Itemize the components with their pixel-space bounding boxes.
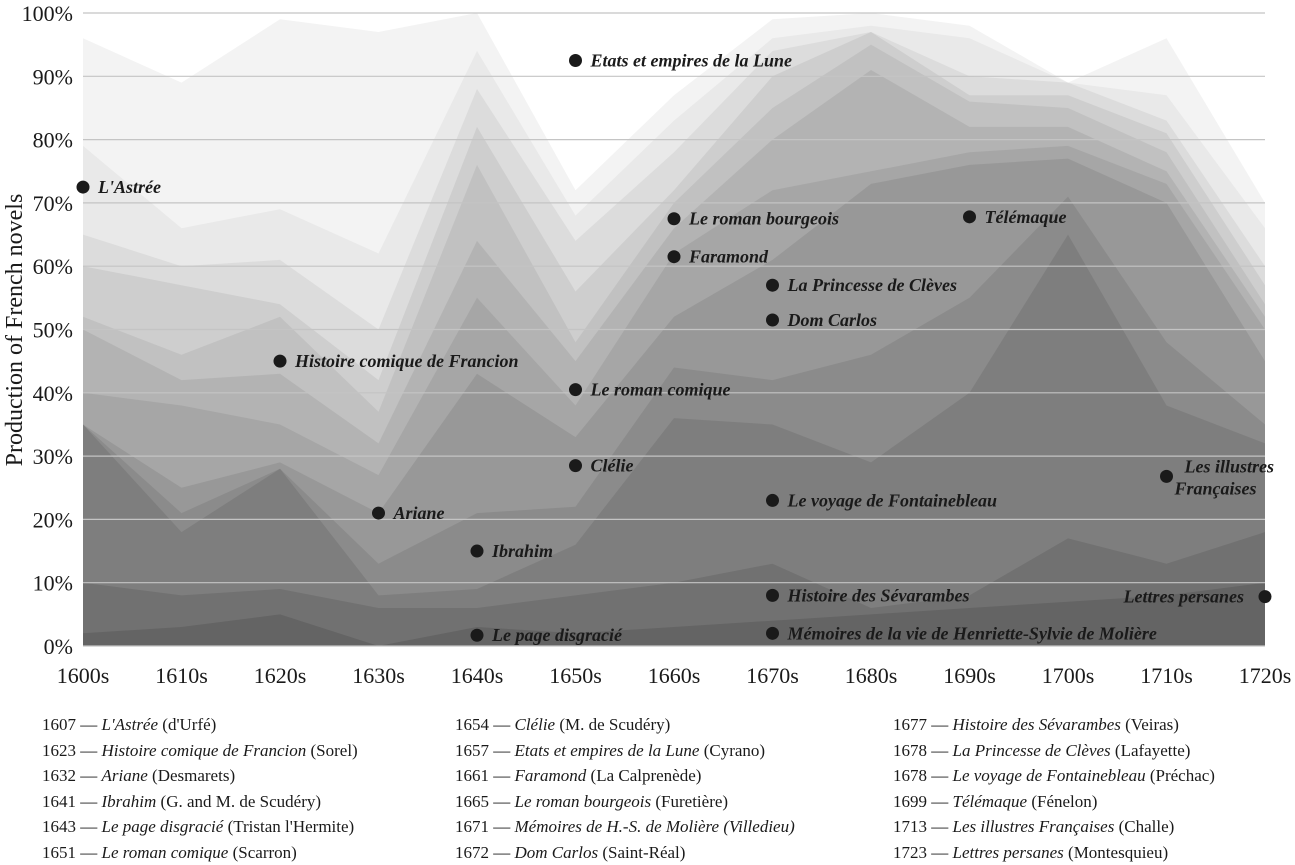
annotation-label: Histoire des Sévarambes: [787, 585, 970, 605]
annotation-label: Faramond: [688, 247, 769, 267]
annotation-marker: [471, 545, 484, 558]
annotation-label: Mémoires de la vie de Henriette-Sylvie de Molière: [787, 623, 1157, 643]
annotation-marker: [766, 314, 779, 327]
legend-item: 1723 — Lettres persanes (Montesquieu): [893, 840, 1215, 865]
annotation-label: Clélie: [591, 456, 634, 476]
legend-item: 1678 — La Princesse de Clèves (Lafayette): [893, 738, 1215, 764]
legend-column-3: [893, 712, 1215, 865]
y-tick-label: 100%: [22, 1, 73, 26]
x-axis-ticks: [57, 663, 1292, 688]
annotation-marker: [569, 383, 582, 396]
annotation-label: L'Astrée: [97, 177, 161, 197]
y-tick-label: 0%: [44, 634, 73, 659]
legend-item: 1607 — L'Astrée (d'Urfé): [42, 712, 358, 738]
annotation-marker: [471, 629, 484, 642]
annotation-marker: [766, 494, 779, 507]
y-tick-label: 20%: [33, 507, 73, 532]
legend-item: 1677 — Histoire des Sévarambes (Veiras): [893, 712, 1215, 738]
annotation-label: Lettres persanes: [1123, 587, 1245, 607]
annotation-marker: [766, 279, 779, 292]
annotation-label: La Princesse de Clèves: [787, 275, 957, 295]
legend-item: 1678 — Le voyage de Fontainebleau (Préchac): [893, 763, 1215, 789]
x-tick-label: 1660s: [648, 663, 701, 688]
annotation-label: Les illustres Françaises: [1174, 456, 1275, 498]
annotation-label: Télémaque: [985, 207, 1067, 227]
legend-column-2: [455, 712, 795, 865]
annotation-marker: [963, 210, 976, 223]
legend-item: 1699 — Télémaque (Fénelon): [893, 789, 1215, 815]
legend-column-1: [42, 712, 358, 865]
annotation-label: Dom Carlos: [787, 310, 878, 330]
annotation-marker: [77, 181, 90, 194]
y-tick-label: 50%: [33, 318, 73, 343]
annotation-label: Etats et empires de la Lune: [590, 50, 793, 70]
annotation-label: Ibrahim: [491, 541, 553, 561]
legend-item: 1623 — Histoire comique de Francion (Sorel): [42, 738, 358, 764]
legend-item: 1643 — Le page disgracié (Tristan l'Hermite): [42, 814, 358, 840]
legend-item: 1657 — Etats et empires de la Lune (Cyrano): [455, 738, 795, 764]
annotation-marker: [569, 54, 582, 67]
legend-item: 1671 — Mémoires de H.-S. de Molière (Villedieu): [455, 814, 795, 840]
x-tick-label: 1600s: [57, 663, 110, 688]
x-tick-label: 1700s: [1042, 663, 1095, 688]
annotation-marker: [668, 212, 681, 225]
x-tick-label: 1670s: [746, 663, 799, 688]
annotation-marker: [1259, 590, 1272, 603]
annotation-label: Le page disgracié: [491, 625, 623, 645]
legend-item: 1641 — Ibrahim (G. and M. de Scudéry): [42, 789, 358, 815]
x-tick-label: 1610s: [155, 663, 208, 688]
x-tick-label: 1630s: [352, 663, 405, 688]
legend-item: 1672 — Dom Carlos (Saint-Réal): [455, 840, 795, 865]
x-tick-label: 1650s: [549, 663, 602, 688]
annotation-label: Le roman comique: [590, 380, 731, 400]
annotation-label: Le roman bourgeois: [688, 209, 839, 229]
annotation-label: Le voyage de Fontainebleau: [787, 490, 997, 510]
y-axis-label: Production of French novels: [2, 194, 28, 467]
y-tick-label: 70%: [33, 191, 73, 216]
y-tick-label: 10%: [33, 571, 73, 596]
y-tick-label: 60%: [33, 254, 73, 279]
annotation-marker: [1160, 470, 1173, 483]
y-tick-label: 90%: [33, 64, 73, 89]
legend-item: 1632 — Ariane (Desmarets): [42, 763, 358, 789]
annotation-marker: [668, 250, 681, 263]
legend-item: 1665 — Le roman bourgeois (Furetière): [455, 789, 795, 815]
annotation-marker: [766, 589, 779, 602]
annotation-label: Histoire comique de Francion: [294, 351, 519, 371]
annotation-marker: [766, 627, 779, 640]
legend-item: 1654 — Clélie (M. de Scudéry): [455, 712, 795, 738]
y-tick-label: 40%: [33, 381, 73, 406]
x-tick-label: 1640s: [451, 663, 504, 688]
annotation-marker: [569, 459, 582, 472]
y-tick-label: 30%: [33, 444, 73, 469]
y-tick-label: 80%: [33, 128, 73, 153]
legend-item: 1713 — Les illustres Françaises (Challe): [893, 814, 1215, 840]
annotation-marker: [372, 507, 385, 520]
annotation-marker: [274, 355, 287, 368]
x-tick-label: 1690s: [943, 663, 996, 688]
x-tick-label: 1710s: [1140, 663, 1193, 688]
x-tick-label: 1680s: [845, 663, 898, 688]
legend-item: 1651 — Le roman comique (Scarron): [42, 840, 358, 865]
annotation-label: Ariane: [393, 503, 445, 523]
x-tick-label: 1620s: [254, 663, 307, 688]
x-tick-label: 1720s: [1239, 663, 1292, 688]
legend-item: 1661 — Faramond (La Calprenède): [455, 763, 795, 789]
y-axis-ticks: [22, 1, 73, 659]
